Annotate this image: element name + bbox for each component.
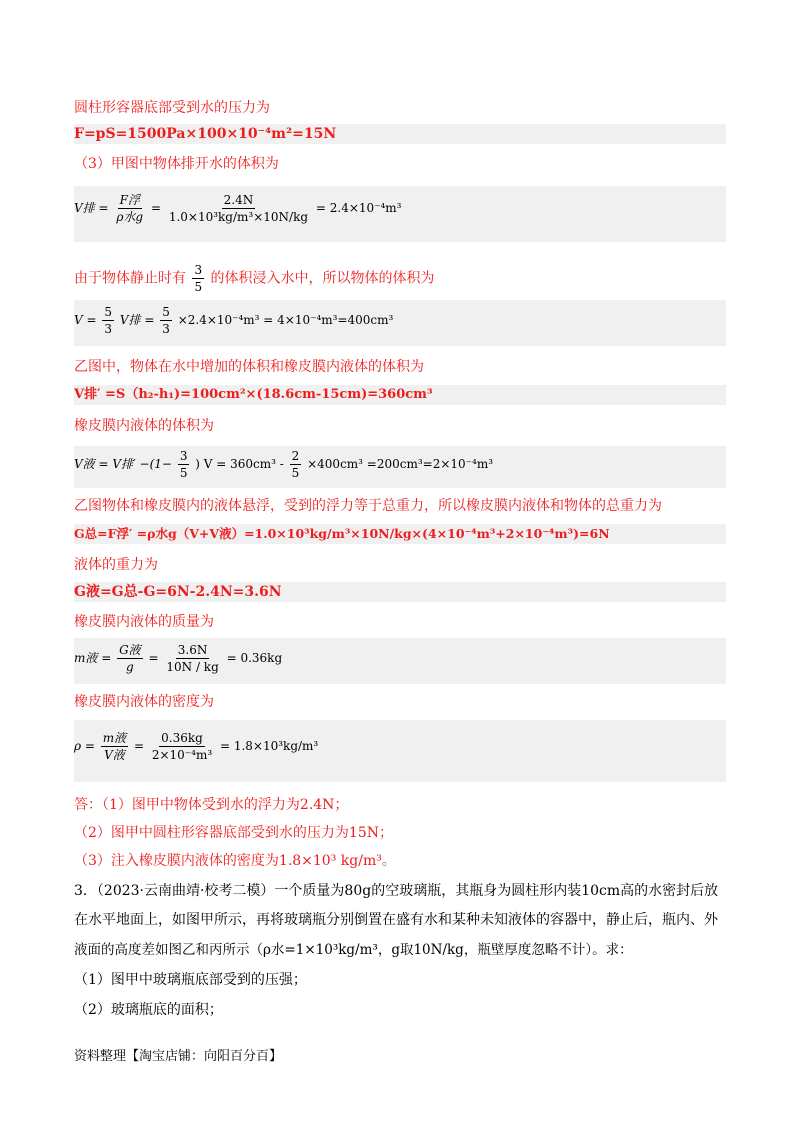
answer-2: （2）图甲中圆柱形容器底部受到水的压力为15N；: [74, 825, 393, 841]
question-3-line-2: 在水平地面上，如图甲所示，再将玻璃瓶分别倒置在盛有水和某种未知液体的容器中，静止后，瓶内、外: [74, 912, 718, 928]
formula-total-gravity: G总=F浮′ =ρ水g（V+V液）=1.0×10³kg/m³×10N/kg×(4×10⁻⁴m³+2×10⁻⁴m³)=6N: [74, 526, 610, 541]
formula-mass: m液 = $\frac{\text{G液}}{g}$ = $\frac{3.6N}{10N / kg}$ = 0.36kg: [74, 643, 283, 674]
text-fraction-immersed: 由于物体静止时有 $\frac{3}{5}$ 的体积浸入水中，所以物体的体积为: [74, 263, 435, 294]
fraction: $\frac{0.36kg}{\text{2×10⁻⁴m³}}$: [151, 731, 213, 762]
fraction: $\frac{3}{5}$: [179, 449, 188, 480]
fraction: $\frac{\text{m液}}{\text{V液}}$: [102, 731, 127, 762]
text-liquid-gravity-heading: 液体的重力为: [74, 557, 158, 573]
fraction: $\frac{2}{5}$: [291, 449, 300, 480]
formula-liquid-volume: V液 = V排′ −(1− $\frac{3}{5}$ ) V = 360cm³ - $\frac{2}{5}$ ×400cm³ =200cm³=2×10⁻⁴m³: [74, 449, 494, 480]
fraction: $\frac{\text{F浮}}{\text{ρ水g}}$: [116, 193, 144, 224]
fraction: $\frac{3}{5}$: [194, 263, 203, 294]
text-pressure-force-heading: 圆柱形容器底部受到水的压力为: [74, 100, 270, 116]
question-3-line-3: 液面的高度差如图乙和丙所示（ρ水=1×10³kg/m³，g取10N/kg，瓶壁厚度忽略不计）。求：: [74, 942, 633, 958]
text-liquid-mass-heading: 橡皮膜内液体的质量为: [74, 614, 214, 630]
question-3-subquestion-2: （2）玻璃瓶底的面积；: [74, 1002, 223, 1018]
formula-vdisplaced2: V排′ =S（h₂-h₁)=100cm²×(18.6cm-15cm)=360cm³: [74, 387, 433, 402]
formula-density: ρ = $\frac{\text{m液}}{\text{V液}}$ = $\frac{0.36kg}{\text{2×10⁻⁴m³}}$ = 1.8×10³kg/m³: [74, 731, 319, 762]
answer-3: （3）注入橡皮膜内液体的密度为1.8×10³ kg/m³。: [74, 853, 396, 869]
formula-liquid-gravity: G液=G总-G=6N-2.4N=3.6N: [74, 584, 282, 600]
text-suspension-heading: 乙图物体和橡皮膜内的液体悬浮，受到的浮力等于总重力，所以橡皮膜内液体和物体的总重力为: [74, 498, 662, 514]
footer-source: 资料整理【淘宝店铺：向阳百分百】: [74, 1049, 283, 1064]
text-added-volume-heading: 乙图中，物体在水中增加的体积和橡皮膜内液体的体积为: [74, 359, 424, 375]
fraction: $\frac{3.6N}{10N / kg}$: [166, 643, 219, 674]
text-liquid-volume-heading: 橡皮膜内液体的体积为: [74, 418, 214, 434]
fraction: $\frac{5}{3}$: [104, 305, 113, 336]
formula-lhs: V排 =: [74, 201, 109, 215]
text-density-heading: 橡皮膜内液体的密度为: [74, 694, 214, 710]
fraction: $\frac{2.4N}{\text{1.0×10³kg/m³×10N/kg}}$: [168, 193, 309, 224]
formula-vdisplaced: V排 = $\frac{\text{F浮}}{\text{ρ水g}}$ = $\frac{2.4N}{\text{1.0×10³kg/m³×10N/kg}}$ = 2.4×10⁻⁴m³: [74, 193, 402, 224]
question-3-subquestion-1: （1）图甲中玻璃瓶底部受到的压强；: [74, 972, 307, 988]
answer-1: 答：（1）图甲中物体受到水的浮力为2.4N；: [74, 797, 349, 813]
question-3-line-1: 3．（2023·云南曲靖·校考二模）一个质量为80g的空玻璃瓶，其瓶身为圆柱形内装10cm高的水密封后放: [74, 883, 719, 899]
formula-force: F=pS=1500Pa×100×10⁻⁴m²=15N: [74, 126, 337, 142]
formula-rhs: = 2.4×10⁻⁴m³: [315, 201, 402, 215]
formula-volume: V = $\frac{5}{3}$ V排 = $\frac{5}{3}$ ×2.4×10⁻⁴m³ = 4×10⁻⁴m³=400cm³: [74, 305, 394, 336]
fraction: $\frac{\text{G液}}{g}$: [119, 643, 141, 674]
text-displaced-volume-heading: （3）甲图中物体排开水的体积为: [74, 156, 279, 172]
fraction: $\frac{5}{3}$: [162, 305, 170, 336]
